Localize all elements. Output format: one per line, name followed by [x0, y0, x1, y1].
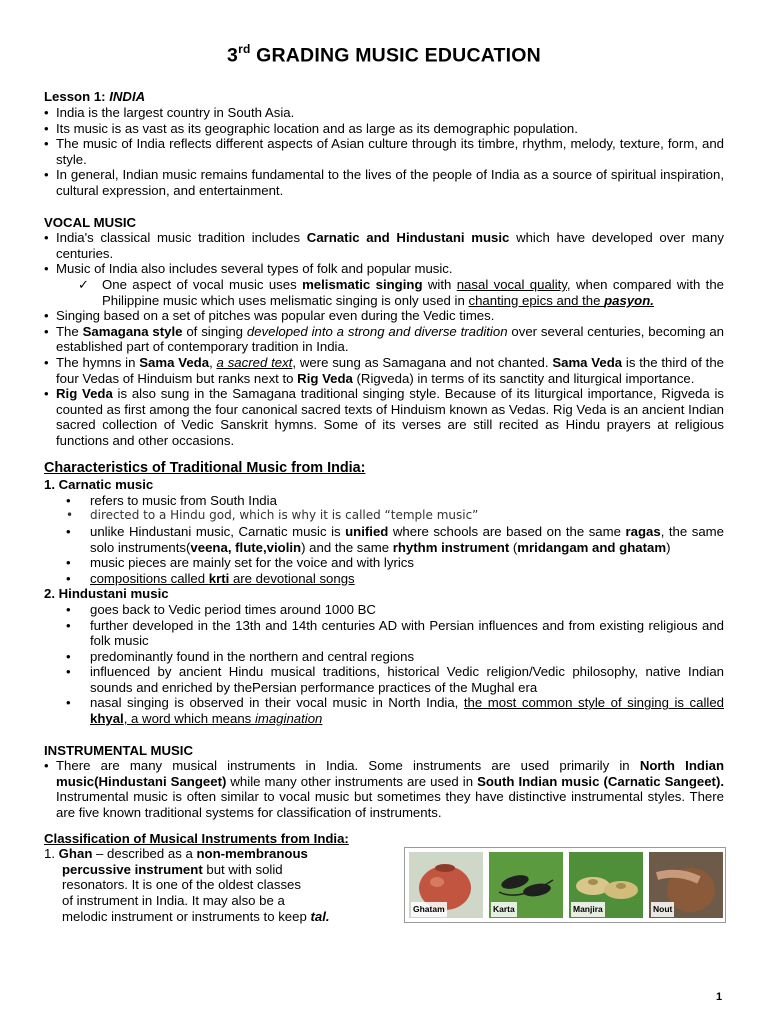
photo-caption: Nout: [651, 902, 674, 918]
list-item: • Its music is as vast as its geographic location and as large as its demographic population.: [44, 121, 724, 137]
list-item: • goes back to Vedic period times around 1000 BC: [44, 602, 724, 618]
list-item: • further developed in the 13th and 14th centuries AD with Persian influences and from existing religious and folk music: [44, 618, 724, 649]
check-item: ✓ One aspect of vocal music uses melismatic singing with nasal vocal quality, when compared with the Philippine music which uses melismatic singing is only used in chanting epics and the pasyon.: [78, 277, 725, 308]
instrument-photo-strip: [404, 847, 726, 923]
list-item: • In general, Indian music remains fundamental to the lives of the people of India as a source of spiritual inspiration, cultural expression, and entertainment.: [44, 167, 724, 198]
list-item: • The hymns in Sama Veda, a sacred text, were sung as Samagana and not chanted. Sama Veda is the third of the four Vedas of Hinduism but ranks next to Rig Veda (Rigveda) in terms of its sanctity and liturgical importance.: [44, 355, 724, 386]
carnatic-title: 1. Carnatic music: [44, 477, 154, 493]
list-item: • influenced by ancient Hindu musical traditions, historical Vedic religion/Vedic philosophy, native Indian sounds and enriched by thePersian performance practices of the Mughal era: [44, 664, 724, 695]
lesson-heading: Lesson 1: INDIA: [44, 88, 146, 104]
list-item: • predominantly found in the northern and central regions: [44, 649, 724, 665]
list-item: • The Samagana style of singing developed into a strong and diverse tradition over several centuries, becoming an established part of contemporary tradition in India.: [44, 324, 724, 355]
ghan-description: 1. Ghan – described as a non-membranous percussive instrument but with solid resonators. It is one of the oldest classes of instrument in India. It may also be a melodic instrument or instruments to keep tal.: [44, 846, 330, 924]
list-item: • There are many musical instruments in India. Some instruments are used primarily in North Indian music(Hindustani Sangeet) while many other instruments are used in South Indian music (Carnatic Sangeet). Instrumental music is often similar to vocal music but sometimes they have distinctive instrumental styles. There are five known traditional systems for classification of instruments.: [44, 758, 724, 820]
list-item: • Singing based on a set of pitches was popular even during the Vedic times.: [44, 308, 724, 324]
instrumental-list: [44, 758, 724, 820]
page-title: 3rd GRADING MUSIC EDUCATION: [227, 42, 541, 67]
intro-list: [44, 105, 724, 199]
ghatam-photo: [409, 852, 483, 918]
classification-heading: Classification of Musical Instruments from India:: [44, 830, 349, 846]
hindustani-title: 2. Hindustani music: [44, 586, 169, 602]
list-item: • refers to music from South India: [44, 493, 724, 509]
list-item: • compositions called krti are devotional songs: [44, 571, 724, 587]
list-item: • unlike Hindustani music, Carnatic music is unified where schools are based on the same ragas, the same solo instruments(veena, flute,violin) and the same rhythm instrument (mridangam and ghatam): [44, 524, 724, 555]
manjira-photo: [569, 852, 643, 918]
list-item: • directed to a Hindu god, which is why it is called “temple music”: [44, 508, 724, 524]
photo-caption: Manjira: [571, 902, 605, 918]
document-page: [44, 34, 724, 926]
list-item: • nasal singing is observed in their vocal music in North India, the most common style of singing is called khyal, a word which means imagination: [44, 695, 724, 726]
instrumental-music-heading: INSTRUMENTAL MUSIC: [44, 742, 193, 758]
vocal-music-heading: VOCAL MUSIC: [44, 214, 137, 230]
vocal-list-2: [44, 308, 724, 448]
list-item: • India's classical music tradition includes Carnatic and Hindustani music which have developed over many centuries.: [44, 230, 724, 261]
vocal-list: [44, 230, 724, 277]
list-item: • India is the largest country in South Asia.: [44, 105, 724, 121]
photo-caption: Ghatam: [411, 902, 447, 918]
characteristics-heading: Characteristics of Traditional Music from India:: [44, 459, 366, 476]
carnatic-list: [44, 493, 724, 587]
photo-caption: Karta: [491, 902, 517, 918]
list-item: • The music of India reflects different aspects of Asian culture through its timbre, rhythm, melody, texture, form, and style.: [44, 136, 724, 167]
hindustani-list: [44, 602, 724, 727]
page-number: 1: [716, 991, 723, 1003]
ghan-section: [44, 846, 724, 926]
nout-photo: [649, 852, 723, 918]
list-item: • Rig Veda is also sung in the Samagana traditional singing style. Because of its liturgical importance, Rigveda is counted as first among the four canonical sacred texts of Hinduism known as Vedas. Rig Veda is an ancient Indian sacred collection of Vedic Sanskrit hymns. Some of its verses are still recited as Hindu prayers at religious functions and other occasions.: [44, 386, 724, 448]
list-item: • Music of India also includes several types of folk and popular music.: [44, 261, 724, 277]
list-item: • music pieces are mainly set for the voice and with lyrics: [44, 555, 724, 571]
karta-photo: [489, 852, 563, 918]
checkmark-icon: ✓: [78, 277, 90, 293]
